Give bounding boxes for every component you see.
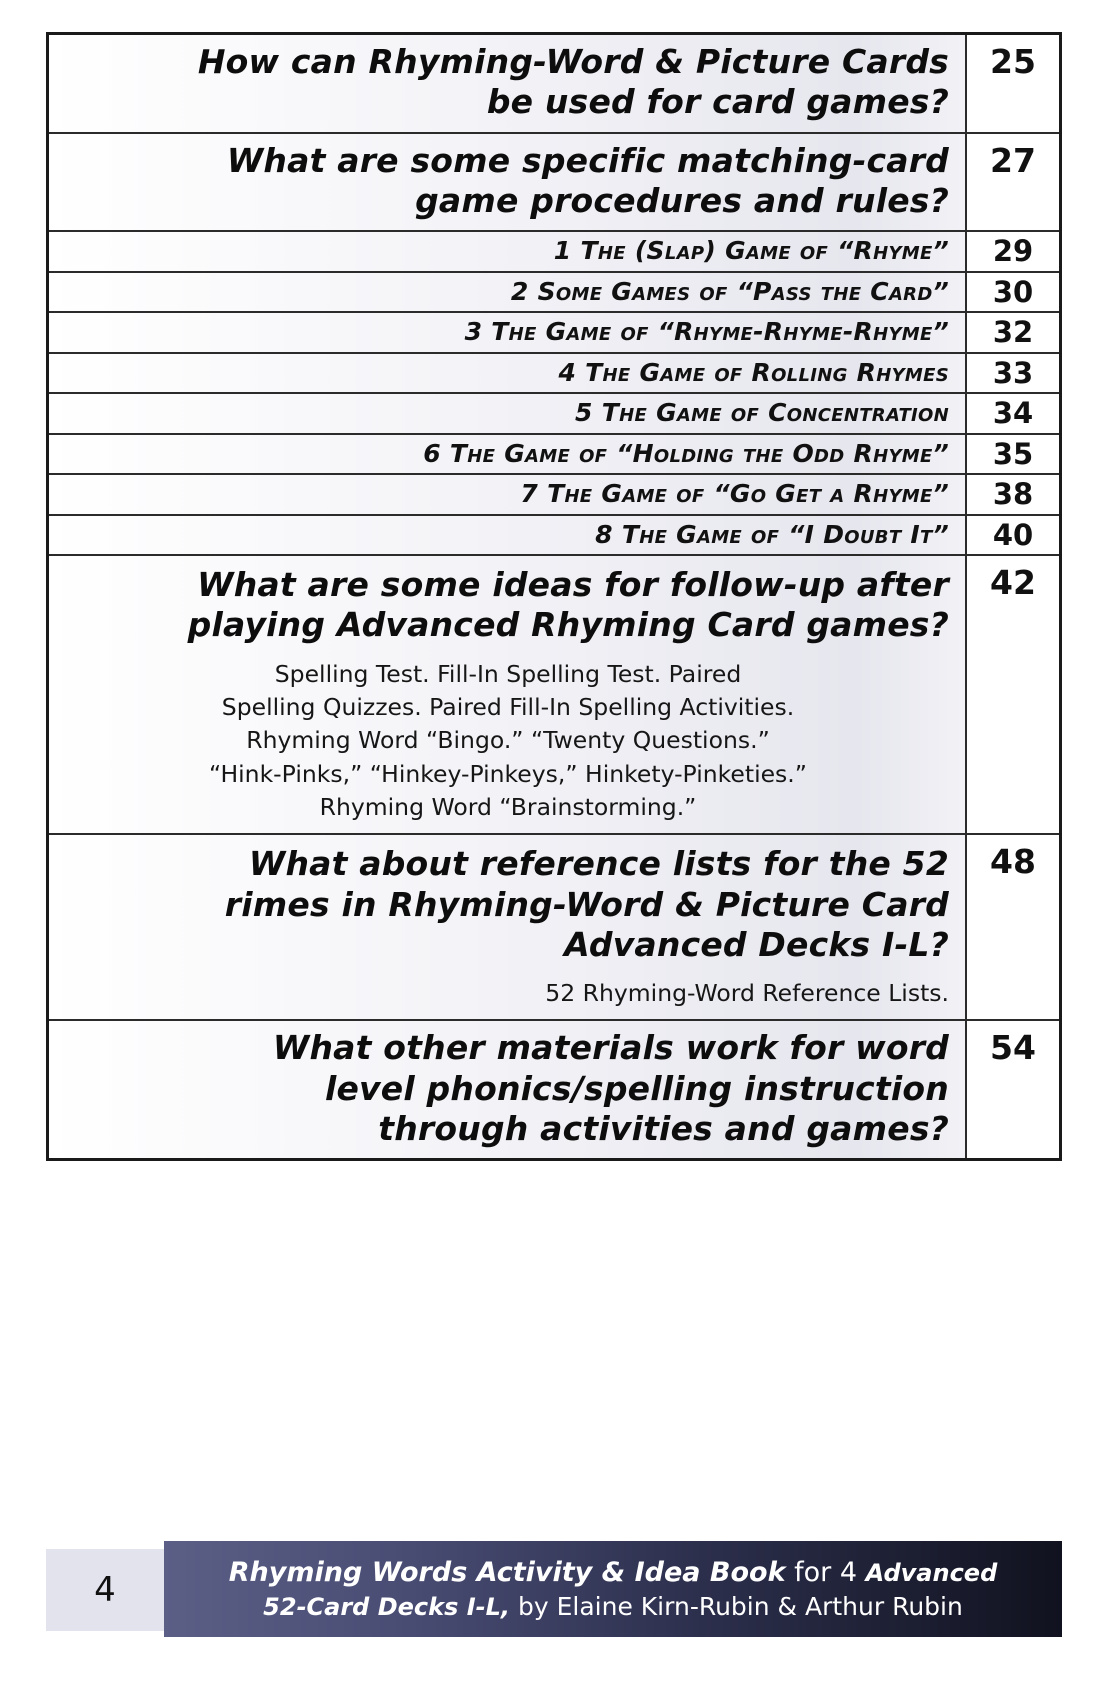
- table-row: [49, 35, 1059, 134]
- toc-entry-title: [49, 556, 967, 833]
- page-number-value: 27: [990, 140, 1036, 180]
- table-row: [49, 556, 1059, 835]
- page-number-value: 33: [992, 355, 1034, 390]
- toc-entry-title: [49, 394, 967, 433]
- toc-subtext-line: Spelling Test. Fill-In Spelling Test. Paired: [274, 659, 742, 688]
- toc-entry-title: [49, 232, 967, 271]
- toc-entry-line: 6 The Game of “Holding the Odd Rhyme”: [423, 438, 949, 468]
- toc-entry-line: 7 The Game of “Go Get a Rhyme”: [520, 479, 949, 508]
- table-row: [49, 475, 1059, 516]
- toc-entry-page: [967, 313, 1059, 352]
- footer-authors-text: by Elaine Kirn-Rubin & Arthur Rubin: [518, 1592, 963, 1622]
- toc-entry-line: game procedures and rules?: [415, 180, 949, 220]
- toc-subtext-line: 52 Rhyming-Word Reference Lists.: [545, 979, 949, 1008]
- toc-entry-line: What other materials work for word: [272, 1028, 949, 1068]
- page-number-value: 29: [992, 234, 1034, 268]
- page-number-value: 38: [992, 477, 1034, 511]
- toc-entry-title: [49, 1021, 967, 1158]
- footer-advanced-text: Advanced: [865, 1558, 998, 1587]
- toc-entry-line: through activities and games?: [378, 1108, 949, 1148]
- toc-subtext-line: Rhyming Word “Bingo.” “Twenty Questions.”: [246, 726, 770, 755]
- table-row: [49, 1021, 1059, 1158]
- toc-entry-title: [49, 516, 967, 555]
- page-number-value: 42: [990, 563, 1036, 602]
- page-number-value: 54: [990, 1028, 1036, 1068]
- toc-entry-line: Advanced Decks I-L?: [564, 924, 949, 964]
- toc-entry-page: [967, 475, 1059, 514]
- toc-entry-title: [49, 354, 967, 393]
- page-number-value: 30: [992, 274, 1034, 309]
- toc-entry-page: [967, 232, 1059, 271]
- toc-entry-title: [49, 835, 967, 1019]
- toc-entry-page: [967, 394, 1059, 433]
- toc-entry-line: 8 The Game of “I Doubt It”: [595, 519, 949, 549]
- toc-entry-line: 5 The Game of Concentration: [575, 398, 949, 427]
- footer-title-line-1: [229, 1556, 998, 1590]
- page-number-value: 34: [992, 396, 1034, 430]
- footer-title-line-2: [263, 1591, 963, 1622]
- toc-entry-line: What are some specific matching-card: [226, 140, 949, 180]
- toc-entry-page: [967, 134, 1059, 231]
- toc-entry-page: [967, 435, 1059, 474]
- toc-entry-title: [49, 435, 967, 474]
- footer-deck-text: 52-Card Decks I-L,: [263, 1593, 511, 1622]
- toc-entry-title: [49, 475, 967, 514]
- toc-entry-title: [49, 273, 967, 312]
- toc-subtext-line: Spelling Quizzes. Paired Fill-In Spelling Activities.: [221, 692, 795, 721]
- page-number-value: 4: [94, 1570, 116, 1610]
- toc-entry-line: 1 The (Slap) Game of “Rhyme”: [553, 236, 949, 265]
- toc-entry-page: [967, 354, 1059, 393]
- toc-entry-line: 2 Some Games of “Pass the Card”: [510, 276, 949, 306]
- toc-entry-title: [49, 134, 967, 231]
- table-of-contents: [46, 32, 1062, 1161]
- page-number-value: 48: [990, 842, 1036, 882]
- toc-subtext-line: Rhyming Word “Brainstorming.”: [319, 792, 697, 821]
- toc-entry-page: [967, 835, 1059, 1019]
- toc-entry-page: [967, 556, 1059, 833]
- page-number-value: 40: [992, 517, 1034, 552]
- table-row: [49, 232, 1059, 273]
- table-row: [49, 273, 1059, 314]
- toc-entry-line: playing Advanced Rhyming Card games?: [187, 605, 949, 645]
- toc-entry-subtext: [67, 977, 949, 1010]
- toc-entry-page: [967, 273, 1059, 312]
- toc-entry-line: What about reference lists for the 52: [248, 844, 949, 884]
- page-number-value: 35: [992, 436, 1034, 471]
- toc-entry-line: rimes in Rhyming-Word & Picture Card: [224, 884, 949, 924]
- toc-entry-title: [49, 313, 967, 352]
- toc-entry-title: [49, 35, 967, 132]
- toc-entry-page: [967, 1021, 1059, 1158]
- toc-entry-page: [967, 35, 1059, 132]
- toc-entry-line: How can Rhyming-Word & Picture Cards: [197, 42, 949, 81]
- footer-title-bar: [164, 1541, 1062, 1637]
- table-row: [49, 134, 1059, 233]
- toc-entry-line: 4 The Game of Rolling Rhymes: [558, 357, 949, 387]
- footer-page-number: [46, 1549, 164, 1631]
- toc-subtext-line: “Hink-Pinks,” “Hinkey-Pinkeys,” Hinkety-Pinketies.”: [209, 759, 807, 788]
- table-row: [49, 394, 1059, 435]
- toc-entry-line: What are some ideas for follow-up after: [197, 565, 949, 604]
- footer-for-text: for 4: [794, 1556, 858, 1588]
- toc-entry-subtext: [67, 658, 949, 825]
- page-number-value: 25: [990, 42, 1036, 81]
- toc-entry-page: [967, 516, 1059, 555]
- table-row: [49, 313, 1059, 354]
- footer-book-title: Rhyming Words Activity & Idea Book: [228, 1556, 786, 1588]
- table-row: [49, 354, 1059, 395]
- table-row: [49, 835, 1059, 1021]
- table-row: [49, 435, 1059, 476]
- page-number-value: 32: [992, 315, 1034, 349]
- table-row: [49, 516, 1059, 557]
- toc-entry-line: level phonics/spelling instruction: [324, 1068, 949, 1108]
- toc-entry-line: 3 The Game of “Rhyme-Rhyme-Rhyme”: [464, 317, 949, 346]
- toc-entry-line: be used for card games?: [486, 82, 949, 122]
- page-footer: [46, 1541, 1062, 1637]
